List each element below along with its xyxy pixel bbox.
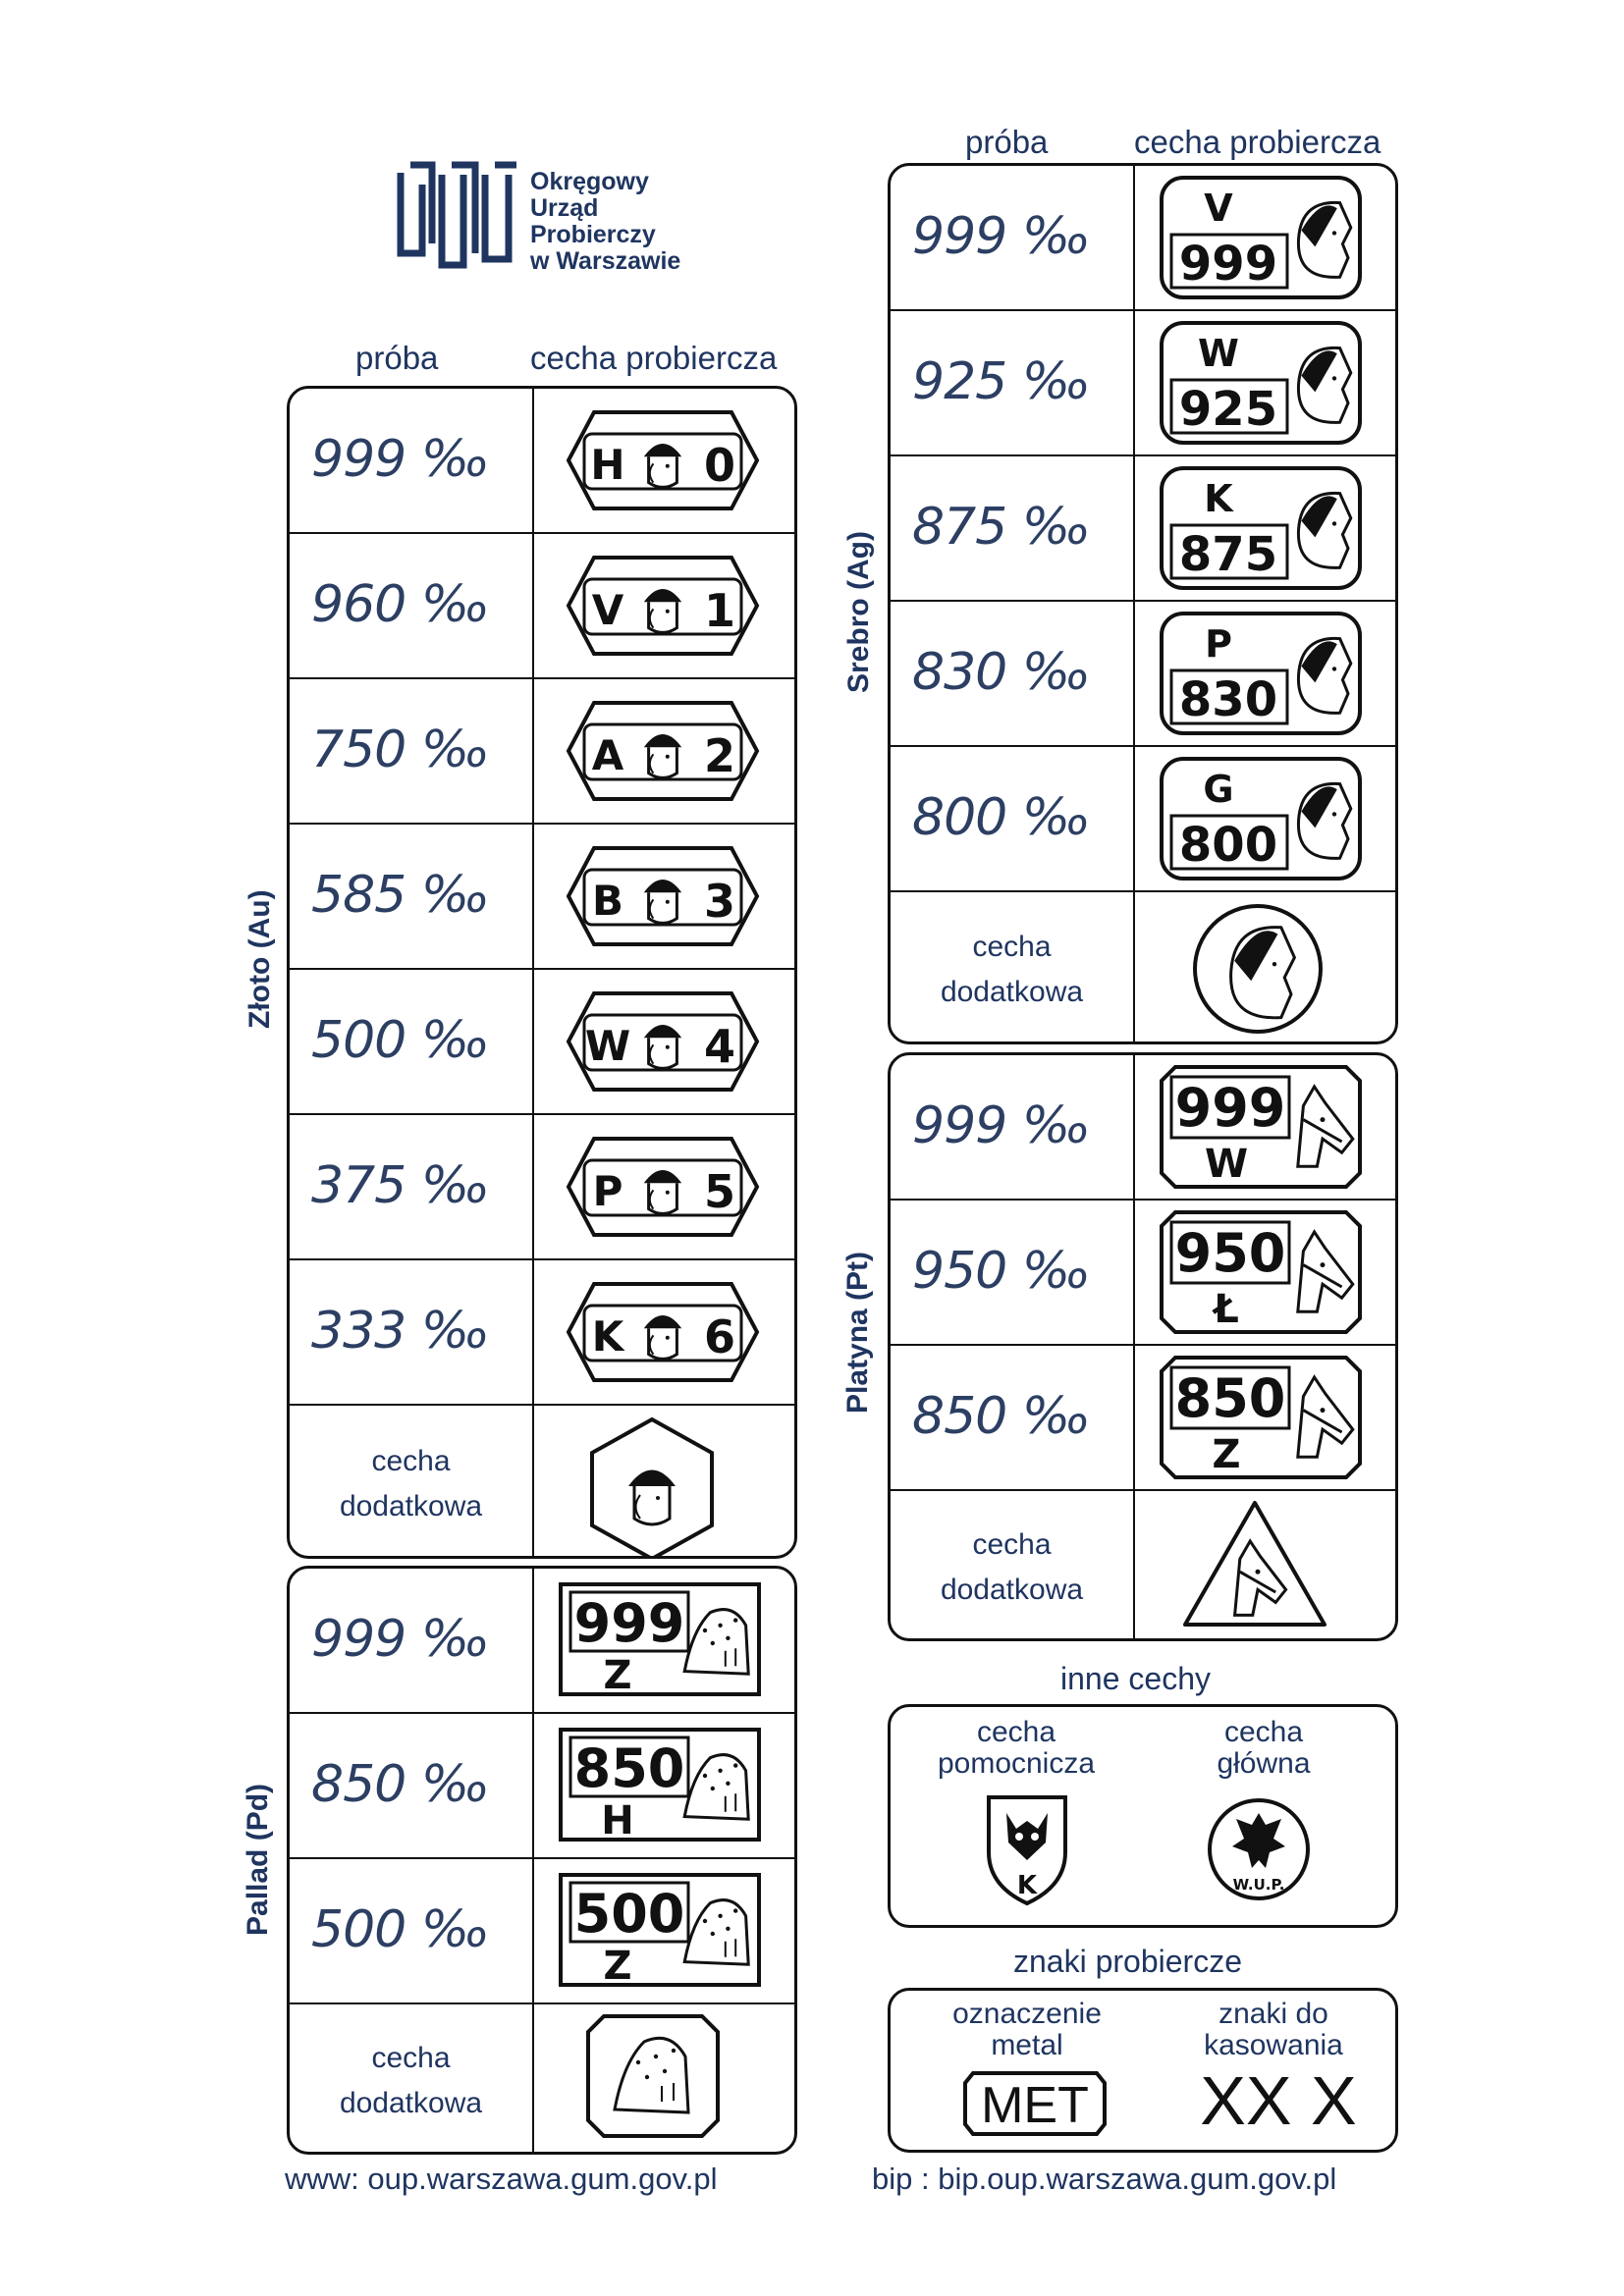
gold-extra-row [290, 1406, 794, 1559]
silver-row [891, 311, 1395, 456]
fineness-value: 875 ‰ [912, 498, 1090, 557]
column-header-mark: cecha probiercza [530, 340, 778, 376]
gold-mark-digit: 0 [703, 439, 736, 492]
silver-row [891, 456, 1395, 602]
palladium-row [290, 1569, 794, 1714]
palladium-mark-number: 850 [573, 1737, 685, 1799]
platinum-mark-letter: W [1204, 1142, 1249, 1187]
gum-logo-icon [393, 155, 520, 271]
palladium-mark-number: 999 [573, 1592, 685, 1654]
silver-row [891, 602, 1395, 747]
gold-table [287, 386, 797, 1559]
silver-hallmark-stamp [1158, 174, 1364, 301]
assay-marks-box [888, 1988, 1398, 2153]
fineness-value: 850 ‰ [311, 1755, 489, 1814]
logo-line: w Warszawie [530, 247, 681, 275]
silver-row [891, 166, 1395, 311]
silver-mark-letter: P [1205, 622, 1232, 666]
fineness-value: 375 ‰ [311, 1156, 489, 1215]
extra-mark-label-line: cecha [972, 1528, 1052, 1561]
palladium-mark-letter: H [601, 1798, 634, 1843]
gold-hallmark-stamp [565, 988, 761, 1095]
gold-row [290, 825, 794, 970]
logo-line: Urząd [530, 194, 599, 222]
gold-row [290, 534, 794, 679]
extra-mark-label [891, 1522, 1133, 1613]
platinum-row [891, 1201, 1395, 1346]
palladium-mark-letter: Z [603, 1653, 632, 1698]
extra-mark-label-line: dodatkowa [339, 2087, 483, 2119]
column-header-mark-right: cecha probiercza [1134, 124, 1381, 160]
platinum-row [891, 1346, 1395, 1491]
gold-hallmark-stamp [565, 697, 761, 805]
platinum-mark-letter: Ł [1214, 1287, 1239, 1332]
platinum-extra-row [891, 1491, 1395, 1641]
gold-mark-letter: B [591, 877, 624, 925]
fineness-value: 585 ‰ [311, 866, 489, 925]
platinum-mark-number: 999 [1174, 1077, 1286, 1139]
gold-mark-letter: H [590, 441, 625, 489]
gold-hallmark-stamp [565, 552, 761, 660]
silver-row [891, 747, 1395, 892]
silver-extra-stamp [1189, 900, 1326, 1038]
palladium-row [290, 1714, 794, 1859]
footer-bip-link[interactable]: bip : bip.oup.warszawa.gum.gov.pl [872, 2162, 1337, 2196]
gold-mark-digit: 6 [703, 1310, 736, 1363]
platinum-extra-stamp [1181, 1497, 1328, 1634]
silver-mark-number: 875 [1178, 527, 1278, 582]
metal-label-line: oznaczenie [952, 1998, 1102, 2030]
platinum-mark-number: 850 [1174, 1367, 1286, 1429]
logo-line: Probierczy [530, 221, 656, 248]
platinum-section-label: Platyna (Pt) [841, 1251, 874, 1414]
platinum-hallmark-stamp [1158, 1354, 1364, 1481]
fineness-value: 950 ‰ [912, 1242, 1090, 1301]
metal-stamp [961, 2069, 1109, 2138]
main-label-line: główna [1217, 1747, 1311, 1780]
silver-table [888, 163, 1398, 1044]
silver-mark-number: 830 [1178, 672, 1278, 727]
silver-mark-number: 999 [1178, 237, 1278, 292]
auxiliary-mark-label [908, 1717, 1124, 1780]
platinum-mark-number: 950 [1174, 1222, 1286, 1284]
extra-mark-label-line: dodatkowa [940, 976, 1084, 1008]
other-marks-title: inne cechy [1060, 1661, 1211, 1696]
svg-text:W.U.P.: W.U.P. [1232, 1876, 1285, 1894]
gold-row [290, 389, 794, 534]
extra-mark-label-line: cecha [972, 931, 1052, 963]
gold-mark-letter: P [592, 1167, 623, 1215]
gold-hallmark-stamp [565, 842, 761, 950]
extra-mark-label-line: dodatkowa [940, 1574, 1084, 1606]
extra-mark-label [891, 925, 1133, 1015]
palladium-mark-number: 500 [573, 1883, 685, 1945]
palladium-section-label: Pallad (Pd) [242, 1783, 274, 1936]
palladium-table [287, 1566, 797, 2155]
main-label-line: cecha [1223, 1716, 1304, 1748]
silver-mark-number: 800 [1178, 818, 1278, 873]
extra-mark-label [290, 1439, 532, 1529]
svg-text:K: K [1016, 1871, 1038, 1900]
gold-row [290, 1115, 794, 1260]
fineness-value: 999 ‰ [311, 430, 489, 489]
auxiliary-label-line: cecha [976, 1716, 1056, 1748]
gold-mark-digit: 1 [703, 584, 736, 637]
platinum-mark-letter: Z [1212, 1432, 1241, 1477]
main-eagle-stamp [1205, 1795, 1313, 1903]
gold-hallmark-stamp [565, 1133, 761, 1241]
platinum-row [891, 1055, 1395, 1201]
silver-hallmark-stamp [1158, 319, 1364, 447]
svg-text:MET: MET [981, 2077, 1089, 2134]
logo-line: Okręgowy [530, 168, 649, 195]
cancel-label [1160, 1999, 1387, 2061]
platinum-table [888, 1052, 1398, 1641]
platinum-hallmark-stamp [1158, 1063, 1364, 1191]
fineness-value: 999 ‰ [912, 207, 1090, 266]
silver-mark-letter: V [1204, 187, 1233, 230]
gold-mark-digit: 5 [703, 1165, 736, 1218]
fineness-value: 830 ‰ [912, 643, 1090, 702]
cancel-marks: XX X [1200, 2062, 1357, 2139]
gold-mark-digit: 4 [703, 1020, 736, 1073]
gold-row [290, 970, 794, 1115]
extra-mark-label-line: dodatkowa [339, 1489, 483, 1522]
silver-mark-number: 925 [1178, 382, 1278, 437]
fineness-value: 500 ‰ [311, 1011, 489, 1070]
cancel-label-line: kasowania [1204, 2029, 1343, 2061]
fineness-value: 800 ‰ [912, 788, 1090, 847]
fineness-value: 925 ‰ [912, 352, 1090, 411]
auxiliary-shield-stamp [983, 1791, 1071, 1909]
gold-mark-digit: 2 [703, 729, 736, 782]
palladium-row [290, 1859, 794, 2004]
auxiliary-label-line: pomocnicza [937, 1747, 1096, 1780]
fineness-value: 999 ‰ [311, 1610, 489, 1669]
silver-extra-row [891, 892, 1395, 1044]
assay-marks-title: znaki probiercze [1013, 1944, 1242, 1979]
palladium-hallmark-stamp [557, 1871, 763, 1989]
gold-mark-letter: W [584, 1022, 631, 1070]
silver-mark-letter: K [1204, 477, 1233, 520]
gold-hallmark-stamp [565, 406, 761, 514]
fineness-value: 960 ‰ [311, 575, 489, 634]
footer-www-link[interactable]: www: oup.warszawa.gum.gov.pl [285, 2162, 718, 2196]
palladium-extra-row [290, 2004, 794, 2155]
other-marks-box [888, 1704, 1398, 1928]
extra-mark-label [290, 2036, 532, 2126]
fineness-value: 850 ‰ [912, 1387, 1090, 1446]
cancel-label-line: znaki do [1218, 1998, 1328, 2030]
gold-row [290, 1260, 794, 1406]
fineness-value: 500 ‰ [311, 1900, 489, 1959]
fineness-value: 750 ‰ [311, 721, 489, 779]
metal-label [904, 1999, 1150, 2061]
column-header-probe: próba [355, 340, 439, 376]
gold-mark-digit: 3 [703, 875, 736, 928]
palladium-hallmark-stamp [557, 1580, 763, 1698]
column-header-probe-right: próba [965, 124, 1049, 160]
silver-mark-letter: W [1198, 332, 1239, 375]
logo-text [530, 169, 680, 275]
gold-row [290, 679, 794, 825]
metal-label-line: metal [991, 2029, 1063, 2061]
silver-hallmark-stamp [1158, 610, 1364, 737]
silver-hallmark-stamp [1158, 755, 1364, 882]
extra-mark-label-line: cecha [371, 1444, 451, 1477]
fineness-value: 999 ‰ [912, 1096, 1090, 1155]
fineness-value: 333 ‰ [311, 1302, 489, 1361]
extra-mark-label-line: cecha [371, 2042, 451, 2074]
gold-mark-letter: A [591, 731, 624, 779]
silver-section-label: Srebro (Ag) [842, 531, 875, 693]
gold-mark-letter: V [591, 586, 624, 634]
silver-mark-letter: G [1203, 768, 1234, 811]
platinum-hallmark-stamp [1158, 1208, 1364, 1336]
palladium-extra-stamp [584, 2012, 722, 2140]
palladium-hallmark-stamp [557, 1726, 763, 1843]
gold-mark-letter: K [591, 1312, 624, 1361]
gold-extra-stamp [588, 1415, 716, 1559]
main-mark-label [1156, 1717, 1372, 1780]
gold-hallmark-stamp [565, 1278, 761, 1386]
palladium-mark-letter: Z [603, 1944, 632, 1989]
silver-hallmark-stamp [1158, 464, 1364, 592]
gold-section-label: Złoto (Au) [244, 889, 276, 1029]
